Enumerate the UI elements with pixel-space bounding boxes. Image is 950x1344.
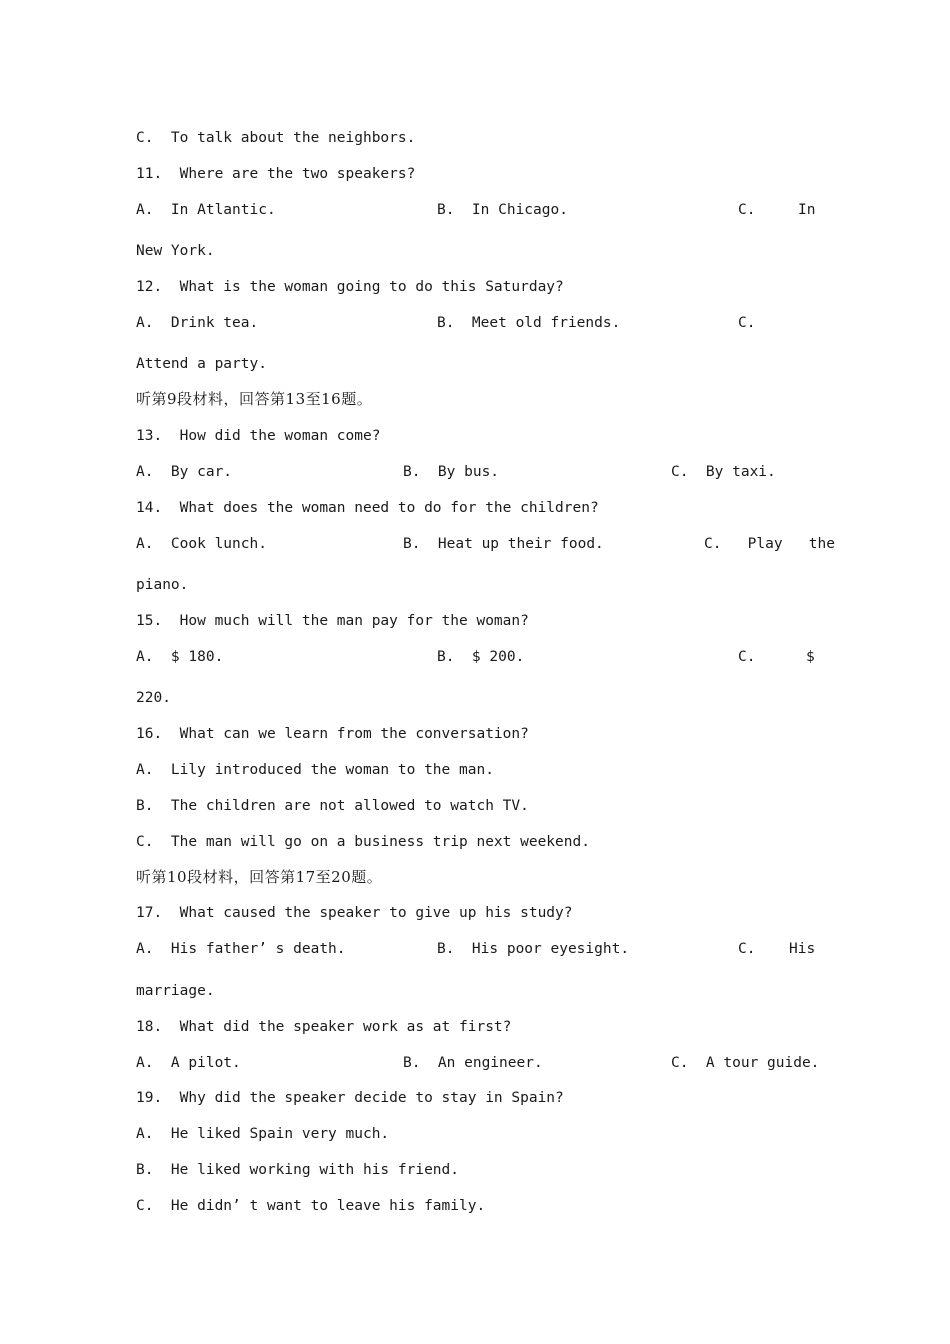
q12-question: 12. What is the woman going to do this Saturday?: [136, 279, 564, 295]
q11-question: 11. Where are the two speakers?: [136, 166, 416, 182]
q18-option-a: A. A pilot.: [136, 1055, 241, 1071]
q18-option-c: C. A tour guide.: [671, 1055, 820, 1071]
q17-option-c-label: C.: [738, 941, 756, 957]
q17-question: 17. What caused the speaker to give up his study?: [136, 905, 573, 921]
q18-question: 18. What did the speaker work as at first?: [136, 1019, 512, 1035]
q17-option-c-wrap: marriage.: [136, 983, 215, 999]
q17-option-c-text: His: [789, 941, 816, 957]
q11-option-c-label: C.: [738, 202, 756, 218]
q15-option-c-label: C.: [738, 649, 756, 665]
q14-option-c-wrap: piano.: [136, 577, 189, 593]
q13-option-a: A. By car.: [136, 464, 233, 480]
q16-option-a: A. Lily introduced the woman to the man.: [136, 762, 494, 778]
q12-option-b: B. Meet old friends.: [437, 315, 621, 331]
q19-option-a: A. He liked Spain very much.: [136, 1126, 390, 1142]
section-9-heading: 听第9段材料，回答第13至16题。: [136, 390, 373, 408]
section-10-heading: 听第10段材料，回答第17至20题。: [136, 868, 383, 886]
q14-question: 14. What does the woman need to do for the children?: [136, 500, 599, 516]
q11-option-a: A. In Atlantic.: [136, 202, 276, 218]
q16-option-c: C. The man will go on a business trip next weekend.: [136, 834, 590, 850]
q14-option-c: C. Play the: [704, 536, 835, 552]
q14-option-b: B. Heat up their food.: [403, 536, 604, 552]
q16-option-b: B. The children are not allowed to watch TV.: [136, 798, 529, 814]
q18-option-b: B. An engineer.: [403, 1055, 543, 1071]
q11-option-c-text: In: [798, 202, 816, 218]
q15-option-b: B. $ 200.: [437, 649, 525, 665]
q15-option-c-wrap: 220.: [136, 690, 171, 706]
q11-option-c-wrap: New York.: [136, 243, 215, 259]
q19-option-b: B. He liked working with his friend.: [136, 1162, 460, 1178]
q13-option-b: B. By bus.: [403, 464, 500, 480]
q12-option-a: A. Drink tea.: [136, 315, 259, 331]
q16-question: 16. What can we learn from the conversation?: [136, 726, 529, 742]
q17-option-a: A. His father’ s death.: [136, 941, 346, 957]
q13-option-c: C. By taxi.: [671, 464, 776, 480]
q17-option-b: B. His poor eyesight.: [437, 941, 630, 957]
q13-question: 13. How did the woman come?: [136, 428, 381, 444]
q15-option-c-text: $: [806, 649, 815, 665]
q19-question: 19. Why did the speaker decide to stay in Spain?: [136, 1090, 564, 1106]
q10-option-c: C. To talk about the neighbors.: [136, 130, 416, 146]
q12-option-c-wrap: Attend a party.: [136, 356, 267, 372]
q12-option-c-label: C.: [738, 315, 756, 331]
q19-option-c: C. He didn’ t want to leave his family.: [136, 1198, 486, 1214]
q15-option-a: A. $ 180.: [136, 649, 224, 665]
q11-option-b: B. In Chicago.: [437, 202, 568, 218]
q15-question: 15. How much will the man pay for the woman?: [136, 613, 529, 629]
q14-option-a: A. Cook lunch.: [136, 536, 267, 552]
